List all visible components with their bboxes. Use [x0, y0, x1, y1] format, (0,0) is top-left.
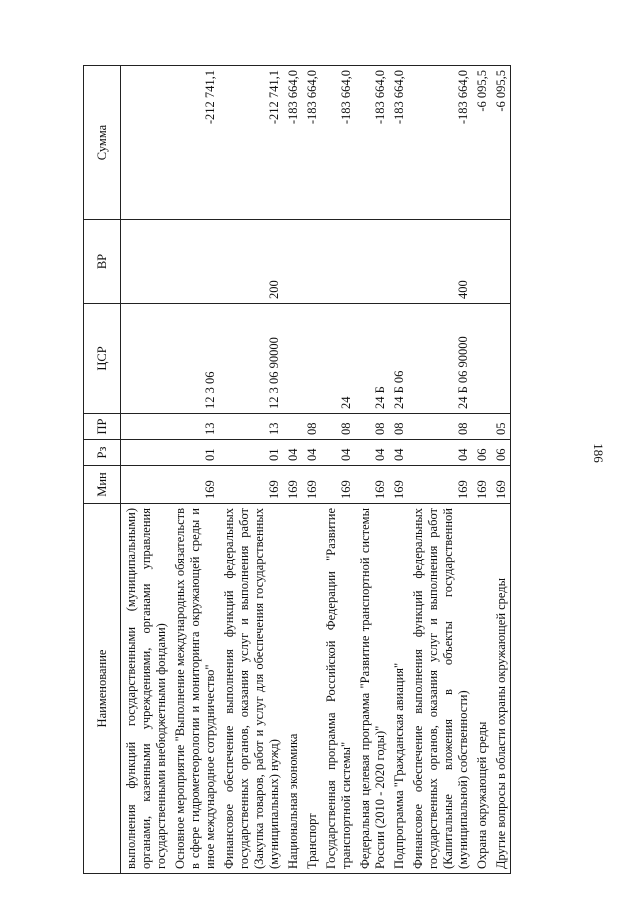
- cell-sum: -6 095,5: [472, 66, 491, 220]
- cell-vr: [170, 220, 219, 304]
- cell-name: Федеральная целевая программа "Развитие транспортной системы России (2010 - 2020 годы)": [355, 504, 389, 874]
- cell-vr: [321, 220, 355, 304]
- cell-min: 169: [302, 466, 321, 504]
- cell-csr: [121, 304, 171, 414]
- table-row: [302, 66, 321, 874]
- cell-rz: 01: [170, 440, 219, 466]
- cell-rz: 04: [283, 440, 302, 466]
- cell-sum: -6 095,5: [491, 66, 511, 220]
- cell-name: Финансовое обеспечение выполнения функций федеральных государственных органов, оказания услуг и выполнения работ (Закупка товаров, работ и услуг для обеспечения государственных (муниципальных) нужд): [219, 504, 283, 874]
- cell-sum: -212 741,1: [170, 66, 219, 220]
- cell-rz: 06: [472, 440, 491, 466]
- cell-rz: [121, 440, 171, 466]
- cell-sum: -183 664,0: [389, 66, 408, 220]
- table-row: [321, 66, 355, 874]
- cell-csr: 12 3 06 90000: [219, 304, 283, 414]
- cell-min: 169: [283, 466, 302, 504]
- cell-pr: [472, 414, 491, 440]
- budget-table: [83, 65, 511, 874]
- cell-min: 169: [170, 466, 219, 504]
- cell-rz: 06: [491, 440, 511, 466]
- cell-min: 169: [389, 466, 408, 504]
- cell-name: выполнения функций государственными (муниципальными) органами, казенными учреждениями, органами управления государственными внебюджетными фондами): [121, 504, 171, 874]
- cell-vr: [302, 220, 321, 304]
- cell-name: Другие вопросы в области охраны окружающей среды: [491, 504, 511, 874]
- cell-vr: 200: [219, 220, 283, 304]
- header-csr: ЦСР: [84, 304, 121, 414]
- header-vr: ВР: [84, 220, 121, 304]
- cell-sum: -183 664,0: [355, 66, 389, 220]
- cell-name: Основное мероприятие "Выполнение международных обязательств в сфере гидрометеорологии и мониторинга окружающей среды и иное международное сотрудничество": [170, 504, 219, 874]
- cell-vr: [355, 220, 389, 304]
- cell-name: Государственная программа Российской Федерации "Развитие транспортной системы": [321, 504, 355, 874]
- cell-vr: [121, 220, 171, 304]
- cell-min: 169: [219, 466, 283, 504]
- cell-rz: 04: [321, 440, 355, 466]
- cell-csr: 24 Б: [355, 304, 389, 414]
- cell-pr: 05: [491, 414, 511, 440]
- cell-csr: [472, 304, 491, 414]
- cell-pr: 08: [355, 414, 389, 440]
- table-row: [491, 66, 511, 874]
- cell-min: 169: [355, 466, 389, 504]
- cell-rz: 04: [302, 440, 321, 466]
- cell-sum: -183 664,0: [283, 66, 302, 220]
- cell-sum: -183 664,0: [321, 66, 355, 220]
- table-row: [408, 66, 472, 874]
- cell-name: Подпрограмма "Гражданская авиация": [389, 504, 408, 874]
- cell-vr: [283, 220, 302, 304]
- cell-rz: 04: [355, 440, 389, 466]
- cell-pr: 08: [321, 414, 355, 440]
- header-sum: Сумма: [84, 66, 121, 220]
- cell-sum: -183 664,0: [408, 66, 472, 220]
- table-row: [283, 66, 302, 874]
- page-number: 186: [591, 443, 606, 463]
- cell-csr: 24 Б 06: [389, 304, 408, 414]
- cell-sum: [121, 66, 171, 220]
- cell-vr: [389, 220, 408, 304]
- cell-name: Охрана окружающей среды: [472, 504, 491, 874]
- header-min: Мин: [84, 466, 121, 504]
- table-body: [121, 66, 511, 874]
- cell-rz: 04: [389, 440, 408, 466]
- cell-min: 169: [491, 466, 511, 504]
- cell-min: [121, 466, 171, 504]
- cell-csr: [491, 304, 511, 414]
- table-row: [389, 66, 408, 874]
- cell-pr: [283, 414, 302, 440]
- cell-pr: 08: [389, 414, 408, 440]
- cell-pr: 13: [219, 414, 283, 440]
- cell-name: Транспорт: [302, 504, 321, 874]
- cell-min: 169: [408, 466, 472, 504]
- cell-csr: [302, 304, 321, 414]
- cell-sum: -183 664,0: [302, 66, 321, 220]
- cell-csr: [283, 304, 302, 414]
- cell-rz: 01: [219, 440, 283, 466]
- cell-pr: [121, 414, 171, 440]
- cell-vr: 400: [408, 220, 472, 304]
- table-row: [170, 66, 219, 874]
- cell-vr: [472, 220, 491, 304]
- cell-csr: 24 Б 06 90000: [408, 304, 472, 414]
- table-row: [355, 66, 389, 874]
- header-rz: Рз: [84, 440, 121, 466]
- cell-name: Финансовое обеспечение выполнения функций федеральных государственных органов, оказания услуг и выполнения работ (Капитальные вложения в объекты государственной (муниципальной) собственности): [408, 504, 472, 874]
- cell-name: Национальная экономика: [283, 504, 302, 874]
- cell-rz: 04: [408, 440, 472, 466]
- cell-csr: 12 3 06: [170, 304, 219, 414]
- cell-min: 169: [472, 466, 491, 504]
- table-row: [121, 66, 171, 874]
- rotated-page: [83, 66, 557, 874]
- cell-sum: -212 741,1: [219, 66, 283, 220]
- table-row: [472, 66, 491, 874]
- cell-pr: 08: [302, 414, 321, 440]
- table-row: [219, 66, 283, 874]
- cell-min: 169: [321, 466, 355, 504]
- cell-csr: 24: [321, 304, 355, 414]
- header-pr: ПР: [84, 414, 121, 440]
- cell-pr: 08: [408, 414, 472, 440]
- header-name: Наименование: [84, 504, 121, 874]
- table-header: [84, 66, 121, 874]
- cell-vr: [491, 220, 511, 304]
- cell-pr: 13: [170, 414, 219, 440]
